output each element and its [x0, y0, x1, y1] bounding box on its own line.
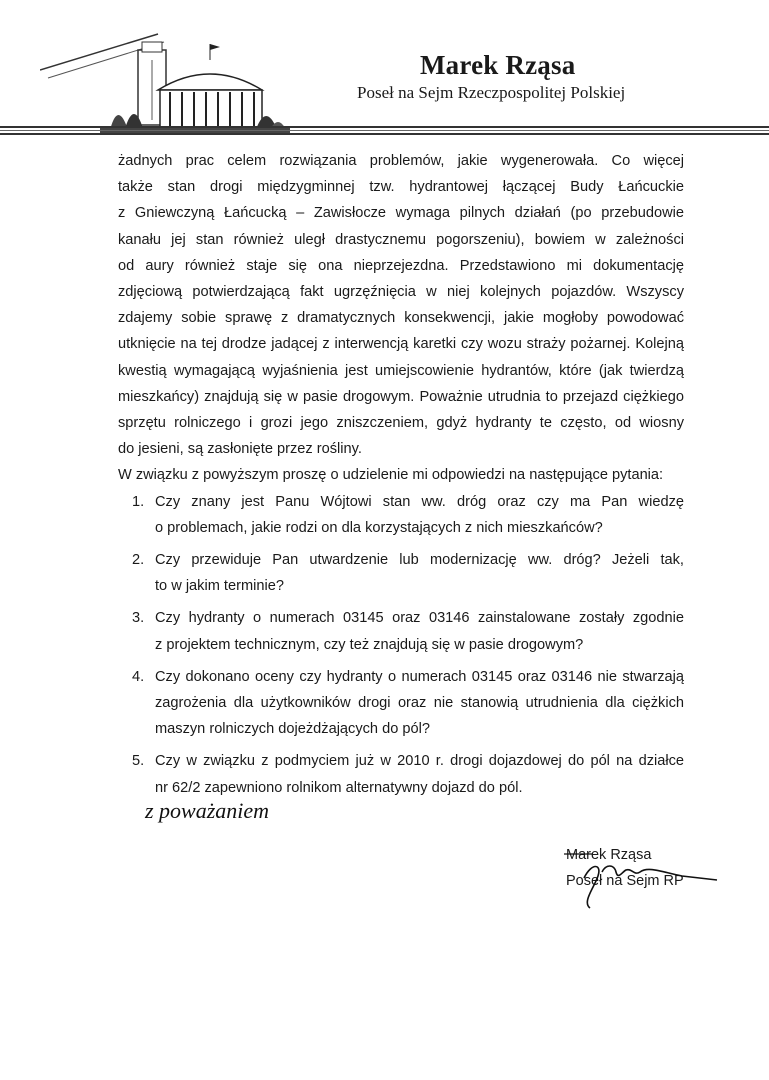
signature-block	[566, 842, 726, 912]
question-item	[118, 748, 684, 800]
question-line: Czy hydranty o numerach 03145 oraz 03146 zainstalowane zostały zgodnie	[155, 610, 684, 627]
paragraph-line: utknięcie na tej drodze jadącej z interwencją karetki czy wozu straży pożarnej. Kolejną	[118, 336, 684, 353]
question-line: o problemach, jakie rodzi on dla korzystających z nich mieszkańców?	[155, 519, 603, 536]
question-line: Czy przewiduje Pan utwardzenie lub modernizację ww. dróg? Jeżeli tak,	[155, 552, 684, 569]
paragraph-line: zdajemy sobie sprawę z dramatycznych konsekwencji, jakie mogłoby powodować	[118, 310, 684, 327]
paragraph-line: także stan drogi międzygminnej tzw. hydrantowej łączącej Budy Łańcuckie	[118, 179, 684, 196]
paragraph-line: od aury również staje się ona nieprzejezdna. Przedstawiono mi dokumentację	[118, 257, 684, 274]
question-number: 1.	[132, 493, 145, 510]
paragraph-line: sprzętu rolniczego i grozi jego zniszczeniem, gdyż hydranty te często, od wiosny	[118, 415, 684, 432]
question-line: zagrożenia dla użytkowników drogi oraz nie stanowią utrudnienia dla ciężkich	[155, 695, 684, 712]
paragraph-line: mieszkańcy) znajdują się w pasie drogowym. Poważnie utrudnia to przejazd ciężkiego	[118, 388, 684, 405]
question-number: 5.	[132, 753, 145, 770]
question-line: Czy dokonano oceny czy hydranty o numerach 03145 oraz 03146 nie stwarzają	[155, 668, 684, 685]
sender-name: Marek Rząsa	[420, 50, 576, 80]
question-item	[118, 489, 684, 541]
paragraph-line: z Gniewczyną Łańcucką – Zawisłocze wymaga pilnych działań (po przebudowie	[118, 205, 684, 222]
body-paragraph	[118, 148, 684, 462]
question-line: z projektem technicznym, czy też znajdują się w pasie drogowym?	[155, 636, 584, 653]
questions-list	[118, 489, 684, 801]
letter-body	[118, 148, 684, 807]
letterhead	[0, 0, 769, 150]
question-line: Czy w związku z podmyciem już w 2010 r. drogi dojazdowej do pól na działce	[155, 753, 684, 770]
question-number: 2.	[132, 552, 145, 569]
paragraph-line: do jesieni, są zasłonięte przez rośliny.	[118, 441, 362, 458]
question-line: Czy znany jest Panu Wójtowi stan ww. dróg oraz czy ma Pan wiedzę	[155, 493, 684, 510]
question-line: nr 62/2 zapewniono rolnikom alternatywny dojazd do pól.	[155, 779, 523, 796]
question-item	[118, 664, 684, 743]
handwritten-signature	[562, 842, 722, 912]
sender-title: Poseł na Sejm Rzeczpospolitej Polskiej	[357, 83, 626, 102]
paragraph-line: kanału jej stan również uległ drastycznemu pogorszeniu), bowiem w zależności	[118, 231, 684, 248]
signatory-name: Marek Rząsa	[566, 847, 652, 863]
paragraph-line: żadnych prac celem rozwiązania problemów, jakie wygenerowała. Co więcej	[118, 153, 684, 169]
header-rule	[0, 126, 769, 136]
paragraph-line: kwestią wymagającą wyjaśnienia jest umiejscowienie hydrantów, które (jak twierdzą	[118, 362, 684, 379]
question-line: to w jakim terminie?	[155, 578, 284, 595]
question-item	[118, 547, 684, 599]
question-number: 4.	[132, 668, 145, 685]
question-item	[118, 605, 684, 657]
question-number: 3.	[132, 610, 145, 627]
paragraph-line: zdjęciową potwierdzającą fakt ugrzęźnięcia w niej kolejnych pojazdów. Wszyscy	[118, 284, 684, 301]
handwritten-closing: z poważaniem	[145, 798, 270, 823]
signatory-title: Poseł na Sejm RP	[566, 873, 684, 889]
request-sentence: W związku z powyższym proszę o udzielenie mi odpowiedzi na następujące pytania:	[118, 467, 664, 484]
question-line: maszyn rolniczych dojeżdżających do pól?	[155, 721, 430, 738]
